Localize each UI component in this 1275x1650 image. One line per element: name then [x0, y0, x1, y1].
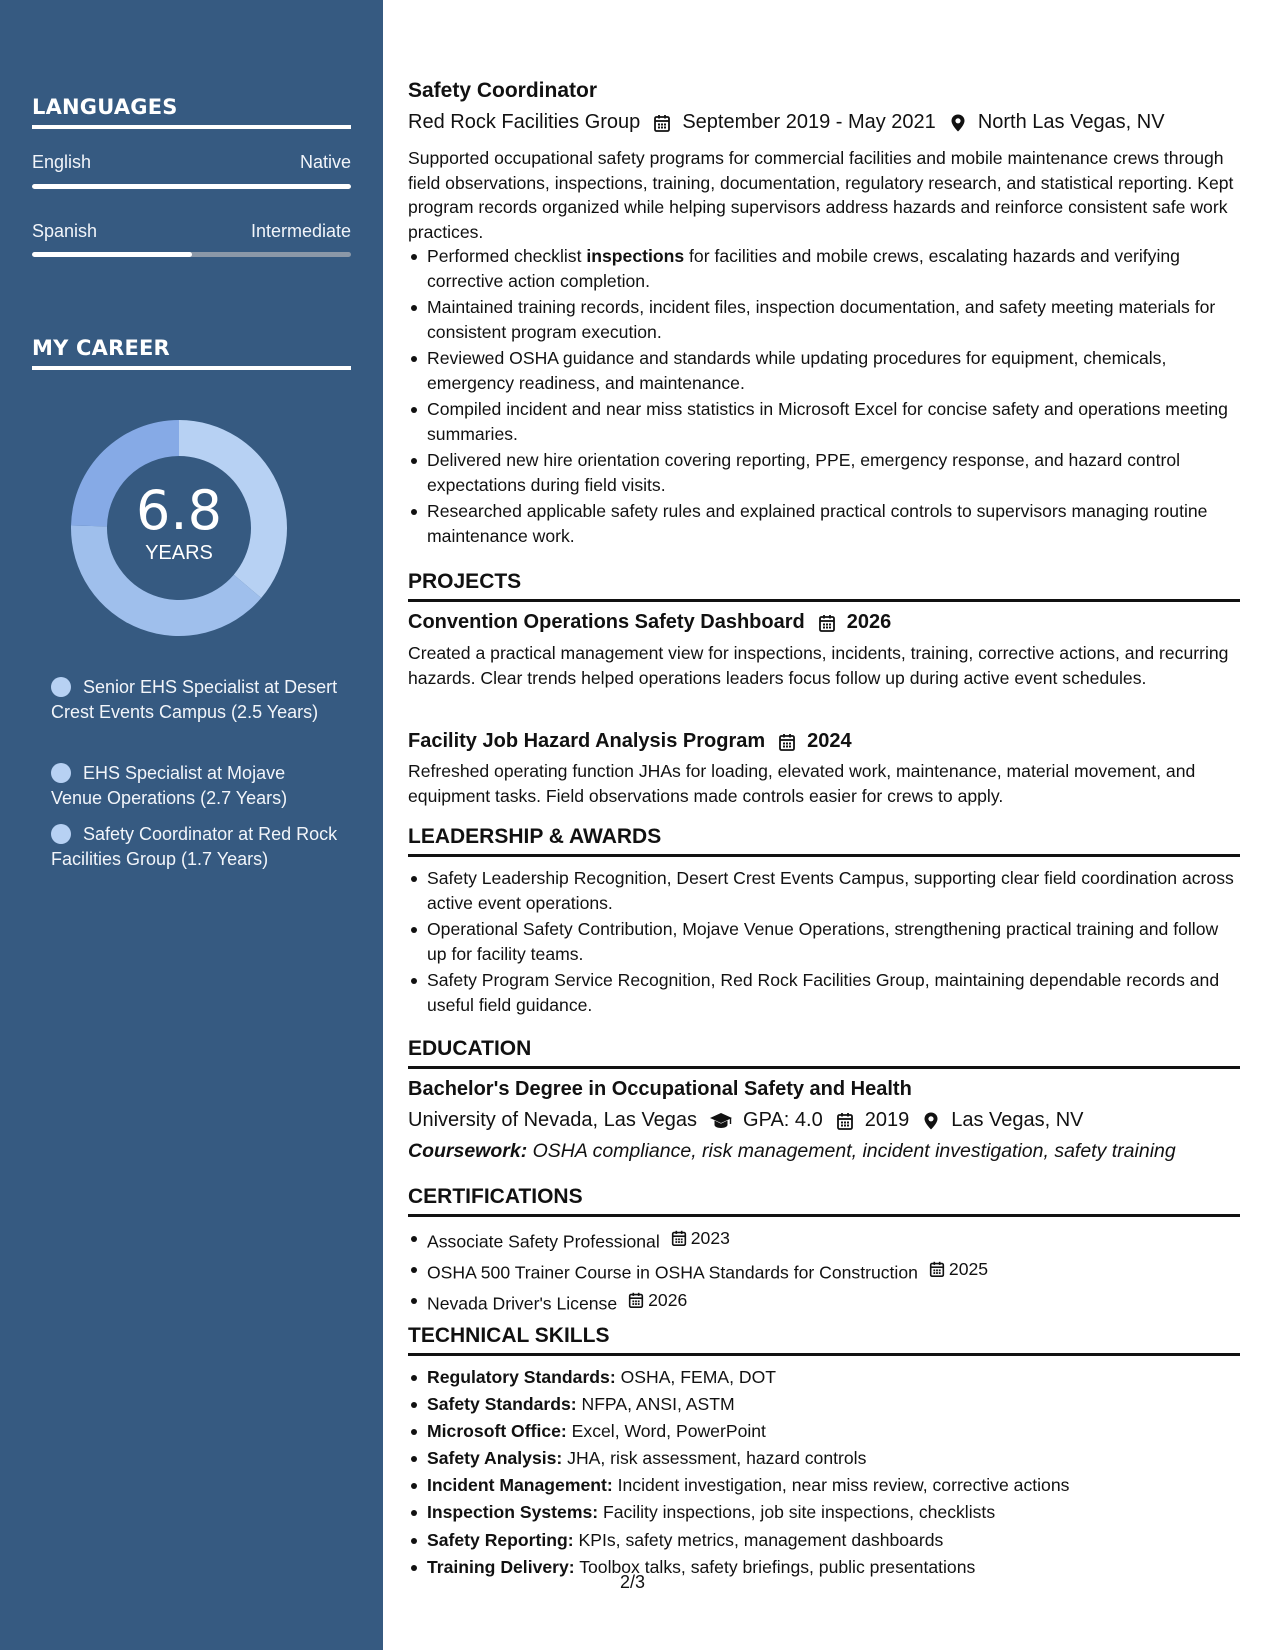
career-legend-item: [51, 822, 341, 872]
skill-label: Regulatory Standards:: [427, 1367, 616, 1387]
project-year: 2024: [807, 730, 852, 752]
language-spanish: [32, 221, 351, 242]
project-title-row: [408, 611, 1240, 634]
project-description: Created a practical management view for inspections, incidents, training, corrective actions, and recurring hazards. Clear trends helped operations leaders focus follow up during active event schedules.: [408, 643, 1229, 688]
projects-heading: PROJECTS: [408, 570, 1240, 602]
skill-label: Training Delivery:: [427, 1556, 575, 1577]
sidebar: [0, 0, 383, 1650]
skill-label: Incident Management:: [427, 1475, 613, 1496]
project-title: Facility Job Hazard Analysis Program: [408, 730, 766, 752]
skill-item: [408, 1392, 1240, 1417]
graduation-year: 2019: [864, 1109, 910, 1131]
career-heading: MY CAREER: [32, 336, 351, 370]
school-location: Las Vegas, NV: [951, 1109, 1084, 1131]
job-meta: [408, 111, 1165, 134]
job-bullet-list: [408, 244, 1240, 550]
job-title: Safety Coordinator: [408, 79, 598, 102]
skill-item: [408, 1528, 1240, 1553]
skill-value: Toolbox talks, safety briefings, public presentations: [574, 1556, 976, 1577]
leadership-heading: LEADERSHIP & AWARDS: [408, 825, 1240, 857]
coursework-list: OSHA compliance, risk management, incident investigation, safety training: [527, 1140, 1176, 1162]
career-legend-text: Safety Coordinator at Red Rock Facilities Group (1.7 Years): [51, 824, 338, 869]
calendar-icon: [817, 613, 837, 633]
language-bar-fill: [32, 252, 192, 257]
language-bar-english: [32, 184, 351, 189]
skill-item: [408, 1473, 1240, 1498]
project-title: Convention Operations Safety Dashboard: [408, 611, 805, 633]
graduation-cap-icon: [709, 1111, 733, 1131]
calendar-icon: [627, 1291, 645, 1309]
certification-year: 2026: [627, 1288, 687, 1313]
skill-label: Safety Reporting:: [427, 1529, 574, 1550]
main-content: [408, 0, 1240, 1650]
leadership-list: [408, 866, 1240, 1019]
career-donut-chart: [66, 415, 292, 641]
career-unit: YEARS: [145, 541, 213, 564]
project-title-row: [408, 730, 1240, 753]
language-name: English: [32, 152, 92, 172]
skill-item: [408, 1555, 1240, 1580]
coursework: [408, 1140, 1240, 1163]
skill-value: Incident investigation, near miss review, corrective actions: [612, 1475, 1070, 1496]
skill-label: Safety Standards:: [427, 1394, 577, 1415]
skill-value: OSHA, FEMA, DOT: [615, 1367, 776, 1387]
project-description: Refreshed operating function JHAs for loading, elevated work, maintenance, material movement, and equipment tasks. Field observations made controls easier for crews to apply.: [408, 761, 1196, 806]
certification-year: 2023: [670, 1226, 730, 1251]
language-level: Intermediate: [250, 221, 351, 241]
legend-dot-icon: [51, 763, 71, 783]
certifications-heading: CERTIFICATIONS: [408, 1185, 1240, 1217]
project-year: 2026: [846, 611, 892, 633]
skill-value: Facility inspections, job site inspections, checklists: [598, 1502, 996, 1523]
languages-heading: LANGUAGES: [32, 95, 351, 129]
job-bullet: Performed checklist inspections for facilities and mobile crews, escalating hazards and verifying corrective action completion.: [408, 244, 1240, 293]
job-bullet: Compiled incident and near miss statistics in Microsoft Excel for concise safety and operations meeting summaries.: [408, 397, 1240, 446]
job-bullet: Maintained training records, incident files, inspection documentation, and safety meeting materials for consistent program execution.: [408, 295, 1240, 344]
certification-list: [408, 1226, 1240, 1315]
certification-item: OSHA 500 Trainer Course in OSHA Standards for Construction 2025: [408, 1257, 1240, 1285]
gpa: GPA: 4.0: [743, 1109, 823, 1131]
education-meta: [408, 1109, 1240, 1132]
skill-item: [408, 1365, 1240, 1390]
language-bar-spanish: [32, 252, 351, 257]
job-bullet: Reviewed OSHA guidance and standards while updating procedures for equipment, chemicals, emergency readiness, and maintenance.: [408, 346, 1240, 395]
skill-value: KPIs, safety metrics, management dashboards: [573, 1529, 944, 1550]
calendar-icon: [777, 732, 797, 752]
school-name: University of Nevada, Las Vegas: [408, 1109, 698, 1131]
career-legend-text: EHS Specialist at Mojave Venue Operations (2.7 Years): [51, 763, 288, 808]
skill-label: Inspection Systems:: [427, 1502, 599, 1523]
skills-list: [408, 1365, 1240, 1579]
location-pin-icon: [921, 1111, 941, 1131]
language-english: [32, 152, 351, 173]
leadership-item: Safety Leadership Recognition, Desert Crest Events Campus, supporting clear field coordination across active event operations.: [408, 866, 1240, 915]
career-legend-item: [51, 761, 341, 811]
calendar-icon: [670, 1229, 688, 1247]
degree-title: Bachelor's Degree in Occupational Safety and Health: [408, 1078, 912, 1100]
skill-value: JHA, risk assessment, hazard controls: [562, 1448, 867, 1469]
career-donut-center: [66, 415, 292, 641]
career-legend-item: [51, 675, 341, 725]
skill-value: Excel, Word, PowerPoint: [566, 1421, 766, 1442]
job-bullet: Researched applicable safety rules and explained practical controls to supervisors managing routine maintenance work.: [408, 499, 1240, 548]
job-bullet: Delivered new hire orientation covering reporting, PPE, emergency response, and hazard control expectations during field visits.: [408, 448, 1240, 497]
skill-value: NFPA, ANSI, ASTM: [576, 1394, 735, 1415]
education-heading: EDUCATION: [408, 1037, 1240, 1069]
skill-label: Safety Analysis:: [427, 1448, 563, 1469]
language-level: Native: [299, 152, 351, 172]
job-summary: Supported occupational safety programs for commercial facilities and mobile maintenance crews through field observations, inspections, training, documentation, regulatory research, and statistical reporting. Kept program records organized while helping supervisors address hazards and reinforce consistent safe work practices.: [408, 148, 1234, 242]
legend-dot-icon: [51, 824, 71, 844]
certification-year: 2025: [928, 1257, 988, 1282]
skills-heading: TECHNICAL SKILLS: [408, 1324, 1240, 1356]
location-pin-icon: [948, 113, 968, 133]
calendar-icon: [928, 1260, 946, 1278]
certification-item: Nevada Driver's License 2026: [408, 1288, 1240, 1316]
language-bar-fill: [32, 184, 351, 189]
job-company: Red Rock Facilities Group: [408, 111, 641, 133]
leadership-item: Operational Safety Contribution, Mojave Venue Operations, strengthening practical training and follow up for facility teams.: [408, 917, 1240, 966]
career-legend-text: Senior EHS Specialist at Desert Crest Events Campus (2.5 Years): [51, 677, 338, 722]
job-location: North Las Vegas, NV: [977, 111, 1165, 133]
bold-keyword: inspections: [586, 246, 685, 266]
skill-item: [408, 1446, 1240, 1471]
job-dates: September 2019 - May 2021: [682, 111, 936, 133]
career-total: 6.8: [136, 478, 222, 542]
skill-label: Microsoft Office:: [427, 1421, 567, 1442]
coursework-label: Coursework:: [408, 1140, 528, 1162]
legend-dot-icon: [51, 677, 71, 697]
language-name: Spanish: [32, 221, 98, 241]
leadership-item: Safety Program Service Recognition, Red Rock Facilities Group, maintaining dependable records and useful field guidance.: [408, 968, 1240, 1017]
skill-item: [408, 1500, 1240, 1525]
page-number: 2/3: [620, 1572, 646, 1592]
certification-item: Associate Safety Professional 2023: [408, 1226, 1240, 1254]
calendar-icon: [652, 113, 672, 133]
calendar-icon: [835, 1111, 855, 1131]
skill-item: [408, 1419, 1240, 1444]
